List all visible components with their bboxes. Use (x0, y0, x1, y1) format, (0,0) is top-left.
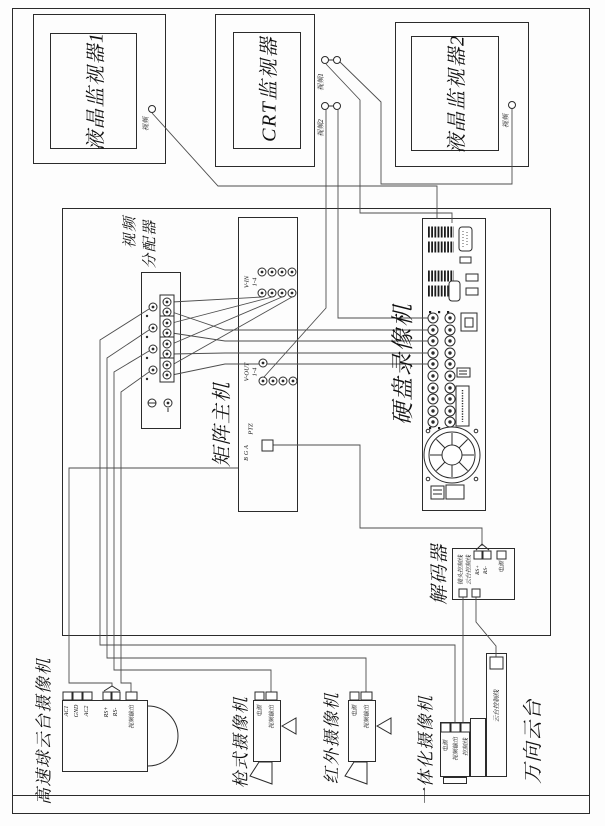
dvr-label: 硬盘录像机 (390, 302, 416, 426)
decoder-pan-ctrl-label: 云台控制线 (466, 554, 473, 586)
matrix-a-label: A (244, 445, 250, 449)
decoder-label: 解码器 (429, 543, 451, 605)
integrated-video-out-label: 视频输出 (453, 736, 460, 762)
crt-label: CRT监视器 (258, 36, 281, 142)
ir-power-label: 电源 (352, 704, 359, 718)
integrated-ctrl-label: 控制线 (463, 737, 470, 757)
pan-tilt-label: 万向云台 (522, 698, 545, 784)
integrated-camera-foot (443, 777, 467, 784)
gun-power-label: 电源 (257, 704, 264, 718)
matrix-b-label: B (244, 457, 250, 461)
dome-ac1-label: AC1 (64, 705, 70, 717)
ir-camera-label: 红外摄像机 (322, 691, 342, 785)
matrix-label: 矩阵主机 (211, 381, 234, 467)
decoder-power-label: 电源 (499, 560, 506, 574)
ir-video-out-label: 视频输出 (364, 704, 371, 730)
decoder-rs-minus-label: RS- (483, 566, 489, 574)
dome-gnd-label: GND (74, 704, 80, 718)
matrix-vin-range-label: 1-4 (251, 277, 259, 287)
decoder-rs-plus-label: RS+ (475, 565, 481, 575)
dome-camera-label: 高速球云台摄像机 (34, 657, 54, 805)
crt-video2-port-label: 视频2 (317, 119, 325, 137)
matrix-vout-label: V-OUT (243, 362, 251, 382)
integrated-camera-label: 一体化摄像机 (416, 694, 436, 806)
dvr-box (422, 218, 486, 511)
matrix-vout-range-label: 1-4 (251, 367, 259, 377)
pan-tilt-ctrl-label: 云台控制线 (493, 689, 501, 723)
lcd2-video-port-label: 视频 (502, 114, 510, 128)
pan-tilt-bracket (470, 718, 486, 777)
gun-video-out-label: 视频输出 (269, 704, 276, 730)
lcd2-label: 液晶监视器2 (446, 34, 469, 154)
lcd1-video-port-label: 视频 (142, 117, 150, 131)
dome-rs-plus-label: RS+ (104, 706, 110, 718)
lcd1-label: 液晶监视器1 (85, 31, 108, 151)
dome-video-out-label: 视频输出 (129, 704, 136, 730)
matrix-vin-label: V-IN (243, 275, 251, 289)
gun-camera-label: 枪式摄像机 (231, 695, 251, 789)
matrix-g-label: G (244, 450, 250, 456)
sheet-margin-line (12, 795, 590, 796)
crt-video1-port-label: 视频1 (317, 73, 325, 91)
video-distributor-box (141, 272, 181, 429)
decoder-lens-ctrl-label: 镜头控制线 (458, 554, 465, 586)
distributor-label-line1: 视频 (122, 215, 139, 249)
dome-rs-minus-label: RS- (113, 707, 119, 717)
integrated-power-label: 电源 (443, 739, 450, 753)
dome-ac2-label: AC2 (84, 705, 90, 717)
matrix-ptz-label: PTZ (247, 423, 255, 435)
distributor-label-line2: 分配器 (142, 219, 159, 269)
